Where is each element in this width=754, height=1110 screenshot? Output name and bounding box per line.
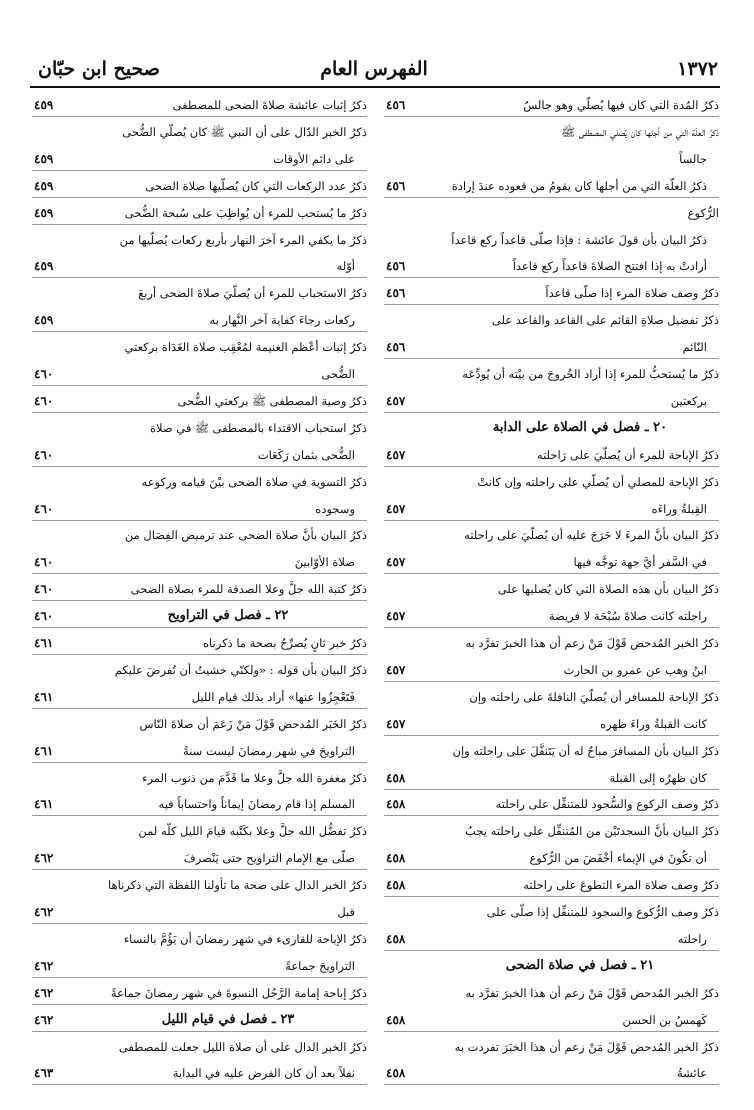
index-entry [32, 899, 367, 925]
entry-page-number: ٤٦٠ [34, 501, 54, 516]
entry-page-number: ٤٥٧ [386, 393, 406, 408]
entry-text: ذكرُ إباحة إمامة الرَّجُل النسوةَ في شهر رمضانَ جماعةً [110, 985, 367, 1000]
index-entry [32, 92, 367, 118]
index-entry [32, 173, 367, 199]
right-column [384, 92, 719, 1094]
entry-text: صلّى مع الإمام التراويح حتى يَنْصرفَ [183, 851, 355, 866]
entry-text: في السَّفر أيَّ جهة توجَّه فيها [573, 555, 707, 570]
index-entry [32, 146, 367, 172]
header-rule [30, 86, 720, 88]
entry-text: ذكرُ الإباحة للقارىء في شهر رمضانَ أن يَؤُمَّ بالنساء [123, 931, 367, 946]
entry-page-number: ٤٦٠ [34, 447, 54, 462]
index-entry [384, 361, 719, 387]
index-entry [32, 200, 367, 226]
left-column [32, 92, 367, 1094]
index-entry [32, 388, 367, 414]
entry-page-number: ٤٦٠ [34, 582, 54, 597]
entry-page-number: ٤٦٢ [34, 958, 54, 973]
entry-text: ذكرُ إثبات عائشة صلاةَ الضحى للمصطفى [172, 98, 367, 112]
page-header [30, 54, 718, 86]
entry-text: ذكرُ الخبر الدّال على أن النبي ﷺ كان يُصلّي الضُّحى [122, 124, 367, 139]
entry-page-number: ٤٦٢ [34, 985, 54, 1000]
entry-text: ذكرُ العلّة التي من أجلها كان يُصلي المصطفى ﷺ [561, 124, 719, 139]
entry-text: أن تكُونَ في الإيماء أخْفَضَ من الرُّكوع [529, 851, 707, 866]
index-entry [32, 1060, 367, 1086]
entry-page-number: ٤٥٨ [386, 851, 406, 866]
entry-text: الضُّحى بثمان رَكَعَات [257, 447, 355, 462]
entry-text: بركعتين [670, 393, 707, 408]
entry-text: الضُّحى [321, 367, 355, 381]
entry-text: كانت القبلةُ وراءَ ظهره [600, 716, 707, 731]
index-entry [32, 253, 367, 279]
entry-page-number: ٤٦٠ [34, 555, 54, 570]
entry-page-number: ٤٦٢ [34, 905, 54, 919]
entry-page-number: ٤٥٩ [34, 259, 54, 274]
index-entry [384, 684, 719, 710]
index-entry [384, 738, 719, 764]
index-entry [384, 146, 719, 172]
entry-text: ٢١ ـ فصل في صلاة الضحى [505, 957, 655, 973]
index-entry [384, 818, 719, 844]
entry-text: ذكرُ مغفرة الله جلَّ وعلا ما قَدَّمَ من ذنوب المرء [142, 770, 367, 785]
index-entry [384, 1060, 719, 1086]
entry-page-number: ٤٦١ [34, 797, 54, 812]
book-title: صحيح ابن حبّان [38, 58, 160, 80]
entry-text: ذكرُ البيان بأنَّ السجدتَيْن من المُتنفِّل على راحلته يجبُ [465, 824, 719, 839]
entry-page-number: ٤٥٧ [386, 716, 406, 731]
index-entry [32, 1034, 367, 1060]
index-entry [32, 765, 367, 791]
index-entry [384, 872, 719, 898]
index-entry [384, 711, 719, 737]
index-entry [384, 630, 719, 656]
entry-page-number: ٤٥٩ [34, 98, 54, 112]
entry-page-number: ٤٥٨ [386, 931, 406, 946]
entry-text: ذكرُ عدد الركعات التي كان يُصلّيها صلاة الضحى [145, 178, 367, 193]
entry-text: ذكرُ البيان بأن هذه الصلاة التي كان يُصليها على [497, 582, 719, 597]
index-entry [384, 926, 719, 952]
index-entry [384, 1034, 719, 1060]
index-entry [384, 173, 719, 199]
entry-text: أوّله [336, 259, 355, 274]
index-entry [384, 442, 719, 468]
entry-text: ذكرُ إثبات أعْظم الغنيمة لمُعْقِب صلاة الغَدَاة بركعتي [124, 340, 367, 355]
entry-text: ذكرُ الاستحباب للمرء أن يُصلّيَ صلاةَ الضحى أربعَ [138, 286, 367, 301]
index-entry [384, 899, 719, 925]
entry-text: التراويحَ في شهر رمضانَ ليست سنةً [183, 743, 355, 758]
entry-page-number: ٤٥٦ [386, 259, 406, 274]
index-entry [32, 818, 367, 844]
index-entry [32, 791, 367, 817]
entry-text: ذكرُ ما يكفي المرء آخرَ النهار بأربع ركعات يُصلّيها من [119, 232, 367, 247]
entry-text: كَهمسُ بن الحسن [622, 1012, 707, 1027]
entry-text: قبل [337, 905, 355, 919]
entry-page-number: ٤٥٦ [386, 178, 406, 193]
index-entry [384, 603, 719, 629]
entry-page-number: ٤٥٩ [34, 205, 54, 220]
entry-page-number: ٤٥٨ [386, 770, 406, 785]
entry-text: ركعات رجاءَ كفاية آخر النَّهار به [209, 313, 355, 328]
entry-page-number: ٤٥٧ [386, 501, 406, 516]
index-entry [384, 657, 719, 683]
index-entry [384, 253, 719, 279]
entry-text: ذكرُ الخبر الدال على أن صلاة الليل جعلت للمصطفى [118, 1039, 367, 1054]
entry-text: ذكرُ البيان بأن قوله : «ولكنّي خشيتُ أن تُفرضَ عليكم [114, 662, 367, 677]
entry-text: ذكرُ الإباحة للمسافر أن يُصلّيَ النافلةَ على راحلته وإن [469, 689, 719, 704]
entry-text: على دائم الأوقات [273, 151, 355, 166]
entry-text: ذكرُ ما يُستحب للمرء أن يُواظِبَ على سُبحة الضُّحى [124, 205, 367, 220]
index-entry [32, 576, 367, 602]
entry-text: المسلم إذا قام رمضانَ إيماناً واحتساباً فيه [158, 797, 355, 812]
entry-text: ذكرُ تفضيل صلاةِ القائم على القاعد والقاعد على [491, 313, 719, 328]
entry-page-number: ٤٥٨ [386, 1066, 406, 1081]
entry-text: القِبلةُ وراءَه [651, 501, 707, 516]
entry-text: ذكرُ خبر ثانٍ يُصرِّحُ بصحة ما ذكرناه [203, 636, 367, 650]
index-entry [384, 227, 719, 253]
entry-text: ذكرُ الخبر المُدحض قَوْلَ مَنْ زعم أن هذا الخبرَ تفرَّد به [465, 636, 719, 650]
entry-text: أرادتْ به إذا افتتح الصلاةَ قاعداً ركع قاعداً [512, 259, 707, 274]
entry-text: ذكرُ استحباب الاقتداء بالمصطفى ﷺ في صلاة [149, 420, 367, 435]
entry-text: ذكرُ كتبة الله جلَّ وعلا الصدقة للمرء بصلاة الضحى [130, 582, 367, 597]
entry-text: ذكرُ التسوية في صلاة الضحى بيْنَ قيامه وركوعه [141, 474, 367, 489]
entry-text: ذكرُ وصف صلاة المرء إذا صلّى قاعداً [545, 286, 719, 301]
index-entry [32, 684, 367, 710]
entry-text: فَتَعْجِزُوا عنها» أراد بذلك قيام الليل [191, 689, 355, 704]
index-entry [32, 307, 367, 333]
entry-text: ذكرُ البيان بأن قولَ عائشة : فإذا صلّى قاعداً ركع قاعداً [451, 232, 707, 247]
index-entry [384, 845, 719, 871]
entry-text: صلاة الأوّابينَ [294, 555, 355, 570]
entry-text: ذكرُ وصية المصطفى ﷺ بركعتي الضُّحى [177, 393, 367, 408]
index-entry [384, 388, 719, 414]
entry-page-number: ٤٥٩ [34, 178, 54, 193]
index-entry [384, 522, 719, 548]
index-entry [384, 119, 719, 145]
entry-page-number: ٤٦١ [34, 689, 54, 704]
section-heading [384, 415, 719, 441]
entry-text: ذكرُ الإباحة للمصلي أن يُصلّي على راحلته وإن كانتْ [477, 474, 719, 489]
index-entry [32, 549, 367, 575]
index-entry [32, 280, 367, 306]
entry-text: ذكرُ الخَبَر المُدحض قَوْلَ مَنْ زَعَمَ أن صلاةَ النّاس [139, 716, 367, 731]
index-entry [32, 415, 367, 441]
entry-text: ذكرُ العلّة التي من أجلها كان يقومُ من قعوده عندَ إرادة [451, 178, 707, 193]
index-entry [32, 711, 367, 737]
page-number: ١٣٧٢ [677, 58, 718, 80]
entry-page-number: ٤٥٧ [386, 609, 406, 624]
index-entry [32, 119, 367, 145]
index-entry [32, 738, 367, 764]
entry-text: ذكرُ تفضُّل الله جلَّ وعلا بكَتْبه قيامَ الليل كلّه لمن [138, 824, 367, 839]
entry-page-number: ٤٦٠ [34, 367, 54, 381]
entry-page-number: ٤٥٧ [386, 662, 406, 677]
entry-page-number: ٤٥٧ [386, 555, 406, 570]
entry-text: التراويحَ جماعةً [285, 958, 355, 973]
entry-text: جالساً [679, 151, 707, 166]
entry-text: ذكرُ الخبر المُدحض قَوْلَ مَنْ زعم أن هذا الخبَرَ تفردت به [454, 1039, 719, 1054]
entry-text: ذكرُ الخبر الدال على صحة ما تأولنا اللفظة التي ذكرناها [108, 878, 367, 893]
entry-page-number: ٤٥٧ [386, 447, 406, 462]
index-entry [32, 442, 367, 468]
entry-page-number: ٤٥٨ [386, 878, 406, 893]
entry-page-number: ٤٥٩ [34, 151, 54, 166]
index-entry [32, 496, 367, 522]
entry-text: ذكرُ البيان بأنَّ المرءَ لا حَرَجَ عليه أن يُصلّيَ على راحلته [464, 528, 719, 543]
index-entry [384, 549, 719, 575]
index-entry [384, 1007, 719, 1033]
entry-text: ذكرُ ما يُستحبُّ للمرء إذا أراد الخُروجَ من بيْته أن يُودِّعَه [462, 367, 719, 381]
entry-text: ذكرُ الخبر المُدحض قَوْلَ مَنْ زعم أن هذا الخبرَ تفرَّد به [465, 985, 719, 1000]
entry-text: ذكرُ وصف الركوع والسُّجود للمتنفِّل على راحلته [495, 797, 719, 812]
entry-page-number: ٤٥٩ [34, 313, 54, 328]
index-entry [32, 845, 367, 871]
entry-text: راحلته [677, 931, 707, 946]
section-heading [32, 603, 367, 629]
entry-page-number: ٤٦١ [34, 636, 54, 650]
entry-text: ٢٠ ـ فصل في الصلاة على الدابة [492, 419, 668, 435]
entry-page-number: ٤٦٢ [34, 1012, 54, 1027]
index-entry [32, 469, 367, 495]
index-entry [32, 926, 367, 952]
entry-text: راحلته كانت صلاةَ سُبْحَة لا فريضة [548, 609, 707, 624]
entry-text: ٢٣ ـ فصل في قيام الليل [161, 1011, 295, 1027]
index-entry [32, 872, 367, 898]
index-entry [384, 200, 719, 226]
entry-text: ذكرُ وصف صلاة المرء التطوعَ على راحلته [523, 878, 719, 893]
entry-page-number: ٤٥٦ [386, 286, 406, 301]
entry-page-number: ٤٥٦ [386, 340, 406, 355]
index-entry [32, 227, 367, 253]
index-entry [32, 980, 367, 1006]
entry-text: نفلاً بعد أن كان الفرض عليه في البداية [172, 1066, 355, 1081]
entry-page-number: ٤٦١ [34, 743, 54, 758]
entry-text: وسجوده [315, 501, 355, 516]
index-entry [384, 334, 719, 360]
index-entry [32, 630, 367, 656]
entry-page-number: ٤٦٠ [34, 393, 54, 408]
entry-text: ذكرُ الإباحة للمرء أن يُصلّيَ على رَاحلته [536, 447, 719, 462]
entry-text: عائشةُ [677, 1066, 707, 1081]
index-entry [384, 307, 719, 333]
index-entry [32, 522, 367, 548]
entry-page-number: ٤٦٣ [34, 1066, 54, 1081]
index-entry [384, 980, 719, 1006]
entry-page-number: ٤٥٨ [386, 797, 406, 812]
entry-page-number: ٤٥٦ [386, 98, 406, 112]
entry-text: ذكرُ البيان بأن المسافرَ مباحٌ له أن يَتَنفَّلَ على راحلته وإن [452, 743, 719, 758]
index-entry [384, 280, 719, 306]
index-entry [384, 92, 719, 118]
index-entry [32, 334, 367, 360]
entry-text: الرُّكوع [687, 205, 719, 220]
entry-text: ذكرُ البيان بأنَّ صلاة الضحى عند ترميض الفِصَال من [124, 528, 367, 543]
section-heading [384, 953, 719, 979]
entry-text: ابنُ وهب عن عمرو بن الحارث [563, 662, 707, 677]
entry-text: ذكرُ وصف الرُّكوع والسجود للمتنفِّل إذا صلّى على [486, 905, 719, 919]
index-entry [384, 469, 719, 495]
entry-page-number: ٤٥٨ [386, 1012, 406, 1027]
page-title: الفهرس العام [320, 58, 428, 80]
index-entry [384, 496, 719, 522]
entry-text: ٢٢ ـ فصل في التراويح [167, 608, 289, 624]
section-heading [32, 1007, 367, 1033]
entry-page-number: ٤٦٠ [34, 609, 54, 624]
entry-text: ذكرُ المُدة التي كان فيها يُصلّي وهو جالسٌ [523, 98, 719, 112]
entry-text: كان ظهرُه إلى القبلة [609, 770, 707, 785]
index-entry [32, 361, 367, 387]
entry-page-number: ٤٦٢ [34, 851, 54, 866]
index-entry [32, 657, 367, 683]
index-entry [384, 576, 719, 602]
index-entry [384, 765, 719, 791]
index-entry [32, 953, 367, 979]
index-entry [384, 791, 719, 817]
entry-text: النّائم [682, 340, 707, 355]
